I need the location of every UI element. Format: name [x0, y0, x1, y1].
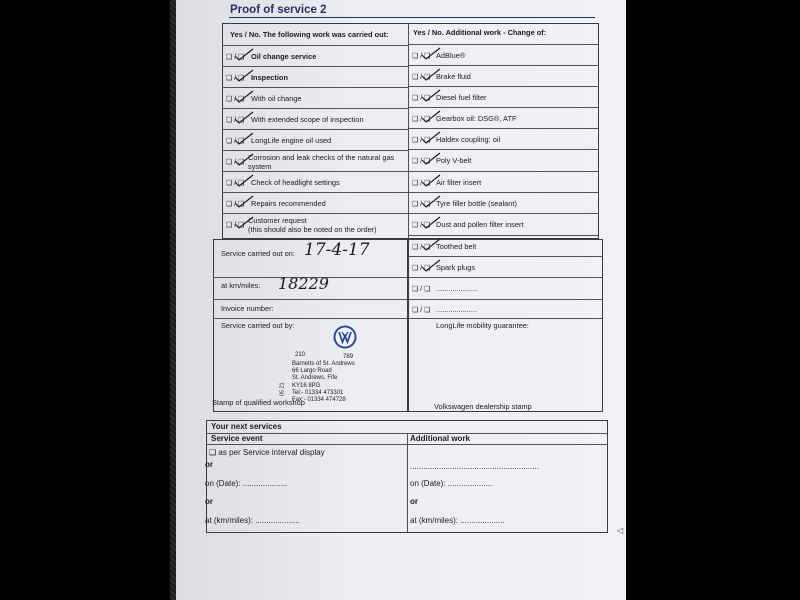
km-miles-label: at km/miles: [221, 281, 261, 290]
row-divider [222, 66, 408, 67]
checklist-item-label: Spark plugs [436, 263, 476, 272]
checklist-item-label: Toothed belt [436, 242, 477, 251]
checklist-item-label: Tyre filler bottle (sealant) [436, 199, 517, 208]
checkbox-pair: ❏ / ❏ [226, 222, 245, 229]
row-divider [408, 107, 599, 108]
handwritten-checkmark-icon [420, 89, 442, 103]
page-title: Proof of service 2 [230, 4, 327, 16]
stamp-address-line: 66 Largo Road [292, 368, 332, 375]
checkbox-pair: ❏ / ❏ [226, 54, 245, 61]
checkbox-pair: ❏ / ❏ [226, 201, 245, 208]
handwritten-checkmark-icon [420, 174, 442, 188]
left-column-header: Yes / No. The following work was carried out: [230, 30, 389, 39]
next-service-row: or [205, 460, 213, 469]
row-divider [408, 235, 599, 236]
row-divider [408, 192, 599, 193]
handwritten-checkmark-icon [233, 216, 255, 230]
checkbox-pair: ❏ / ❏ [412, 244, 431, 251]
row-divider [222, 129, 408, 130]
handwritten-checkmark-icon [420, 131, 442, 145]
background-right [625, 0, 800, 600]
row-divider [408, 149, 599, 150]
stamp-address-line: Barnetts of St. Andrews [292, 361, 355, 367]
row-divider [408, 86, 599, 87]
checklist-item-label: LongLife engine oil used [251, 136, 332, 145]
row-divider [408, 318, 603, 319]
next-service-row: on (Date): .................... [205, 479, 288, 488]
checkbox-pair: ❏ / ❏ [412, 137, 431, 144]
handwritten-checkmark-icon [233, 69, 255, 83]
handwritten-checkmark-icon [420, 68, 442, 82]
row-divider [408, 128, 599, 129]
row-divider [222, 108, 408, 109]
checklist-item-label: Check of headlight settings [251, 178, 340, 187]
checklist-item-label: Repairs recommended [251, 199, 326, 208]
checkbox-pair: ❏ / ❏ [412, 286, 431, 293]
workshop-stamp-label: Stamp of qualified workshop [212, 398, 305, 407]
checkbox-pair: ❏ / ❏ [412, 265, 431, 272]
next-services-divider [407, 433, 408, 533]
dealership-stamp-label: Volkswagen dealership stamp [434, 402, 532, 411]
checkbox-pair: ❏ / ❏ [226, 159, 245, 166]
checkbox-pair: ❏ / ❏ [412, 74, 431, 81]
work-table-divider [408, 23, 409, 239]
stamp-address-line: Tel:- 01334 473301 [292, 389, 344, 396]
checklist-item-label: Diesel fuel filter [436, 93, 487, 102]
checkbox-pair: ❏ / ❏ [412, 53, 431, 60]
checkbox-pair: ❏ / ❏ [226, 96, 245, 103]
page-edge-mark: ◁ [617, 526, 624, 535]
next-services-title: Your next services [211, 422, 282, 431]
stamp-side-text: 05 21 [279, 382, 286, 397]
stamp-address-line: KY16 8PG [292, 382, 321, 389]
checkbox-pair: ❏ / ❏ [412, 201, 431, 208]
handwritten-checkmark-icon [233, 48, 255, 62]
service-event-header: Service event [211, 434, 263, 443]
handwritten-checkmark-icon [233, 153, 255, 167]
next-service-row: at (km/miles): .................... [205, 516, 300, 525]
handwritten-checkmark-icon [233, 195, 255, 209]
checklist-item-label: .................... [436, 305, 478, 314]
service-date-label: Service carried out on: [221, 249, 295, 258]
vw-logo-icon [333, 325, 357, 349]
checklist-item-label: Customer request [248, 216, 307, 225]
checkbox-pair: ❏ / ❏ [412, 307, 431, 314]
checklist-item-label: Dust and pollen filter insert [436, 220, 524, 229]
right-column-header: Yes / No. Additional work - Change of: [413, 28, 547, 37]
title-underline [229, 17, 595, 18]
handwritten-checkmark-icon [420, 152, 442, 166]
next-service-row: or [410, 497, 418, 506]
handwritten-checkmark-icon [420, 238, 442, 252]
checkbox-pair: ❏ / ❏ [412, 95, 431, 102]
checkbox-pair: ❏ / ❏ [226, 117, 245, 124]
checkbox-pair: ❏ / ❏ [226, 180, 245, 187]
service-date-handwritten: 17-4-17 [304, 240, 370, 260]
checklist-item-label: Poly V-belt [436, 156, 472, 165]
next-service-row: at (km/miles): .................... [410, 516, 505, 525]
row-divider [408, 299, 603, 300]
checkbox-pair: ❏ / ❏ [412, 116, 431, 123]
handwritten-checkmark-icon [233, 132, 255, 146]
dealer-stamp-address [292, 361, 355, 404]
checklist-item-label: With oil change [251, 94, 302, 103]
stamp-code-right: 789 [343, 354, 354, 360]
checkbox-pair: ❏ / ❏ [226, 75, 245, 82]
handwritten-checkmark-icon [420, 195, 442, 209]
checklist-item-label: Corrosion and leak checks of the natural gas [248, 153, 395, 162]
checkbox-pair: ❏ / ❏ [412, 158, 431, 165]
row-divider [222, 150, 408, 151]
next-service-row: ❏ as per Service interval display [209, 448, 325, 457]
checklist-item-label: Brake fluid [436, 72, 471, 81]
checklist-item-label: Inspection [251, 73, 288, 82]
checkbox-pair: ❏ / ❏ [226, 138, 245, 145]
stamp-address-line: St. Andrews, Fife [292, 375, 338, 382]
row-divider [408, 256, 603, 257]
checklist-item-label: Oil change service [251, 52, 317, 61]
checklist-item-label-line2: system [248, 162, 272, 171]
checklist-item-label-line2: (this should also be noted on the order) [248, 225, 377, 234]
row-divider [408, 65, 599, 66]
checklist-item-label: With extended scope of inspection [251, 115, 364, 124]
handwritten-checkmark-icon [420, 110, 442, 124]
checklist-item-label: .................... [436, 284, 478, 293]
longlife-guarantee-label: LongLife mobility guarantee: [436, 321, 529, 330]
row-divider [222, 213, 408, 214]
row-divider [213, 318, 408, 319]
row-divider [408, 213, 599, 214]
invoice-number-label: Invoice number: [221, 304, 274, 313]
handwritten-checkmark-icon [233, 90, 255, 104]
checkbox-pair: ❏ / ❏ [412, 222, 431, 229]
carried-out-by-label: Service carried out by: [221, 321, 295, 330]
checklist-item-label: Air filter insert [436, 178, 482, 187]
row-divider [222, 192, 408, 193]
stamp-address-line: Fax:- 01334 474728 [292, 396, 346, 403]
handwritten-checkmark-icon [420, 259, 442, 273]
checklist-item-label: AdBlue® [436, 51, 466, 60]
handwritten-checkmark-icon [420, 216, 442, 230]
row-divider [408, 44, 599, 45]
checklist-item-label: Haldex coupling: oil [436, 135, 501, 144]
handwritten-checkmark-icon [233, 111, 255, 125]
row-divider [213, 299, 408, 300]
row-divider [408, 171, 599, 172]
next-service-row: .......................................................... [410, 462, 539, 471]
row-divider [222, 87, 408, 88]
next-service-row: or [205, 497, 213, 506]
checklist-item-label: Gearbox oil: DSG®, ATF [436, 114, 517, 123]
handwritten-checkmark-icon [420, 47, 442, 61]
next-service-row: on (Date): .................... [410, 479, 493, 488]
checkbox-pair: ❏ / ❏ [412, 180, 431, 187]
background-left [0, 0, 178, 600]
km-miles-handwritten: 18229 [278, 274, 329, 293]
stamp-code-left: 210 [295, 352, 306, 358]
row-divider [222, 45, 408, 46]
additional-work-header: Additional work [410, 434, 470, 443]
handwritten-checkmark-icon [233, 174, 255, 188]
row-divider [408, 277, 603, 278]
